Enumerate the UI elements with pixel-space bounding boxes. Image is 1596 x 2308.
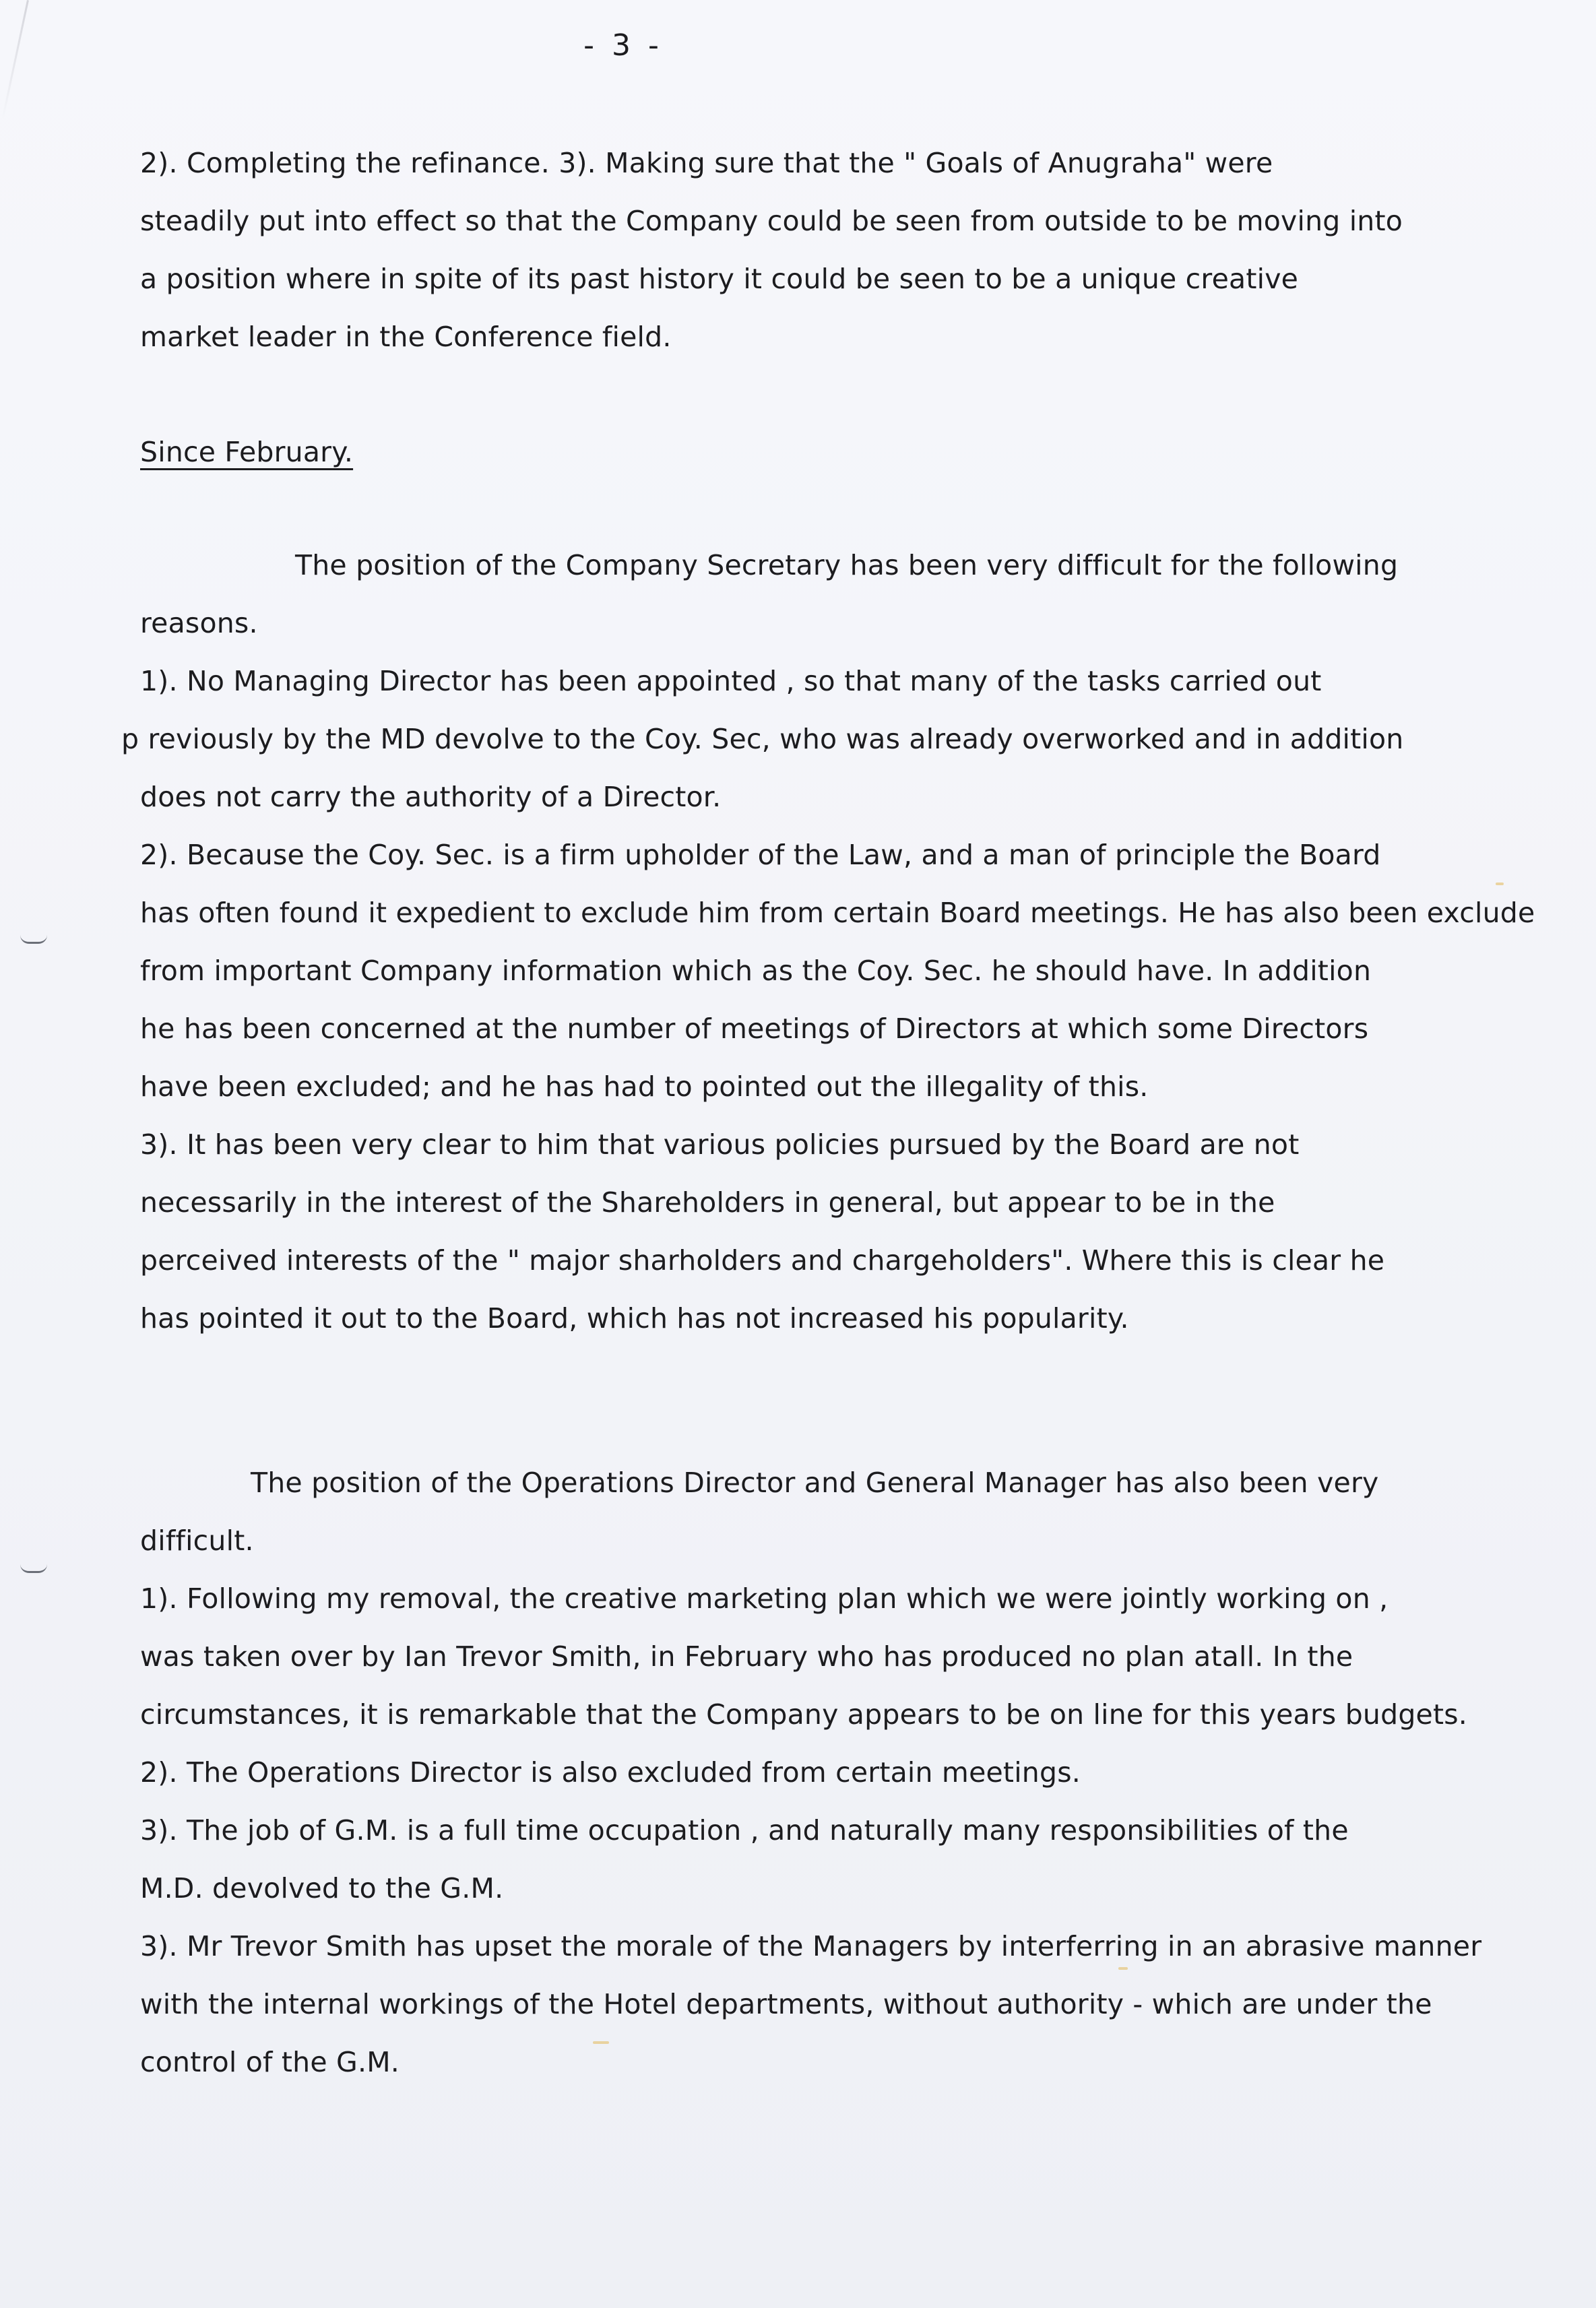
section-heading: Since February. — [140, 436, 354, 468]
paragraph-line: does not carry the authority of a Director. — [140, 781, 722, 813]
paragraph-line: 2). Because the Coy. Sec. is a firm upholder of the Law, and a man of principle the Board — [140, 839, 1381, 871]
paragraph-line: market leader in the Conference field. — [140, 321, 672, 353]
paragraph-line: circumstances, it is remarkable that the Company appears to be on line for this years budgets. — [140, 1698, 1468, 1731]
paragraph-line: was taken over by Ian Trevor Smith, in February who has produced no plan atall. In the — [140, 1640, 1353, 1673]
paragraph-line: p reviously by the MD devolve to the Coy. Sec, who was already overworked and in addition — [121, 723, 1404, 755]
paragraph-line: The position of the Company Secretary has been very difficult for the following — [295, 549, 1399, 581]
paragraph-line: The position of the Operations Director and General Manager has also been very — [251, 1467, 1379, 1499]
punch-hole-mark — [20, 935, 47, 944]
paragraph-line: perceived interests of the " major sharholders and chargeholders". Where this is clear he — [140, 1244, 1385, 1277]
page-number: - 3 - — [583, 28, 663, 63]
paragraph-line: 1). Following my removal, the creative marketing plan which we were jointly working on , — [140, 1582, 1388, 1615]
paragraph-line: a position where in spite of its past history it could be seen to be a unique creative — [140, 263, 1299, 295]
paragraph-line: 2). The Operations Director is also excluded from certain meetings. — [140, 1756, 1081, 1789]
paragraph-line: he has been concerned at the number of meetings of Directors at which some Directors — [140, 1013, 1369, 1045]
paragraph-line: 1). No Managing Director has been appointed , so that many of the tasks carried out — [140, 665, 1322, 697]
paragraph-line: has often found it expedient to exclude him from certain Board meetings. He has also been exclude — [140, 897, 1535, 929]
paragraph-line: difficult. — [140, 1525, 254, 1557]
paragraph-line: with the internal workings of the Hotel departments, without authority - which are under the — [140, 1988, 1432, 2020]
punch-hole-mark — [20, 1564, 47, 1573]
paragraph-line: control of the G.M. — [140, 2046, 400, 2078]
paragraph-line: necessarily in the interest of the Shareholders in general, but appear to be in the — [140, 1186, 1275, 1219]
paragraph-line: 3). Mr Trevor Smith has upset the morale of the Managers by interferring in an abrasive manner — [140, 1930, 1482, 1962]
paragraph-line: have been excluded; and he has had to pointed out the illegality of this. — [140, 1070, 1149, 1103]
paragraph-line: steadily put into effect so that the Company could be seen from outside to be moving into — [140, 205, 1403, 237]
paragraph-line: reasons. — [140, 607, 258, 639]
paragraph-line: 3). It has been very clear to him that various policies pursued by the Board are not — [140, 1128, 1300, 1161]
paragraph-line: M.D. devolved to the G.M. — [140, 1872, 504, 1904]
paragraph-line: has pointed it out to the Board, which has not increased his popularity. — [140, 1302, 1129, 1335]
paper-speck — [1118, 1967, 1128, 1970]
paragraph-line: from important Company information which as the Coy. Sec. he should have. In addition — [140, 955, 1372, 987]
paper-speck — [1496, 883, 1504, 885]
paragraph-line: 2). Completing the refinance. 3). Making sure that the " Goals of Anugraha" were — [140, 147, 1273, 179]
paper-speck — [593, 2041, 609, 2044]
paragraph-line: 3). The job of G.M. is a full time occupation , and naturally many responsibilities of the — [140, 1814, 1349, 1847]
